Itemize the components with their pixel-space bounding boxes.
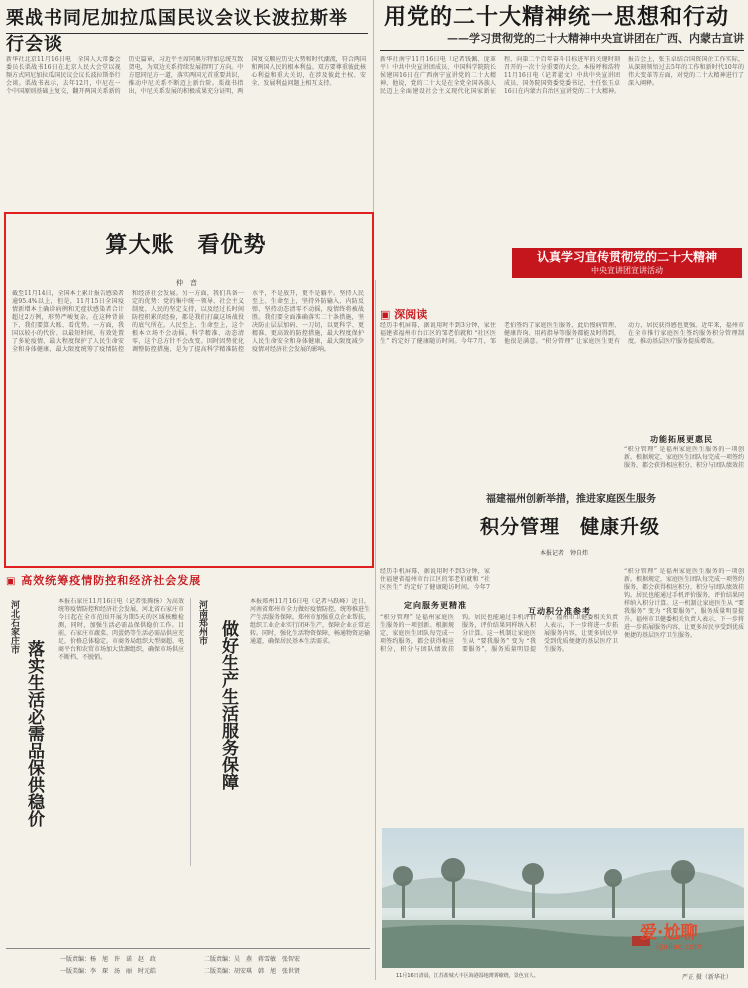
- divider: [190, 598, 191, 866]
- divider: [373, 0, 374, 240]
- divider: [375, 280, 376, 980]
- body-service-intro: 经历手机屏幕，据说用时不到3分钟，家住福建省福州市台江区的邹老伯就和 “社区医生” 约定好了健康随访时间。今年7月，邹老伯签约了家庭医生服务，此后慢病管理、健康咨询、用药指导等服务都能及时得到，他很是满意。“积分管理” 让家庭医生更有动力，居民获得感也更强。近年来，福州市在全市推行家庭医生签约服务积分管理制度，推动基层医疗服务提质增效。: [380, 322, 744, 345]
- body-service-2: “积分管理” 是福州家庭医生服务的一项创新。根据规定，家庭医生团队每完成一项签约服务，都会获得相应积分，积分与团队绩效挂钩。居民也能通过手机评价服务，评价结果同样纳入积分计算。这一机制让家庭医生从 “要我服务” 变为 “我要服务”，服务质量明显提升。福州市卫健委相关负责人表示，下一步将进一步拓展服务内容，让更多居民享受到优质便捷的基层医疗卫生服务。: [380, 614, 618, 653]
- footer-design2: 二版美编：胡安琪 韩 旭 张世贤: [204, 968, 301, 975]
- footer-edit1: 一版责编：杨 旭 许 诺 赵 政: [60, 956, 157, 963]
- footer-edit2: 二版责编：吴 燕 蒋雪敏 张智宏: [204, 956, 301, 963]
- watermark-url: igaliao.com: [656, 942, 702, 951]
- label-right: 河南郑州市: [197, 600, 207, 645]
- watermark-logo: 爱·尬聊: [640, 923, 698, 943]
- body-service-4: “积分管理” 是福州家庭医生服务的一项创新。根据规定，家庭医生团队每完成一项签约服务，都会获得相应积分，积分与团队绩效挂钩。居民也能通过手机评价服务，评价结果同样纳入积分计算。这一机制让家庭医生从 “要我服务” 变为 “我要服务”，服务质量明显提升。福州市卫健委相关负责人表示，下一步将进一步拓展服务内容，让更多居民享受到优质便捷的基层医疗卫生服务。: [624, 568, 744, 639]
- byline-commentary: 仲 音: [176, 279, 197, 287]
- headline-kmt: 栗战书同尼加拉瓜国民议会议长波拉斯举行会谈: [6, 8, 348, 55]
- footer-design1: 一版美编：李 琛 汤 丽 时元皓: [60, 968, 157, 975]
- subheadline-study: ——学习贯彻党的二十大精神中央宣讲团在广西、内蒙古宣讲: [447, 32, 744, 45]
- divider: [6, 33, 368, 34]
- banner-sub: 中央宣讲团宣讲活动: [591, 266, 663, 275]
- headline-left: 落实生活必需品保供稳价: [24, 640, 44, 827]
- section-mark-icon: ▣: [6, 576, 17, 587]
- body-kmt: 新华社北京11月16日电 全国人大常委会委员长栗战书16日在北京人民大会堂以视频方式同尼加拉瓜国民议会议长波拉斯举行会谈。栗战书表示，去年12月，中尼在一个中国原则基础上复交，翻开两国关系新的历史篇章，习近平主席同奥尔特加总统互致贺电，为双边关系持续发展指明了方向。中方愿同尼方一道，落实两国元首重要共识，推动中尼关系不断迈上新台阶。栗战书指出，中尼关系发展的积极成果充分证明，两国复交顺应历史大势和时代潮流，符合两国和两国人民的根本利益。双方要尊重彼此核心利益和重大关切，在涉及彼此主权、安全、发展利益问题上相互支持。: [6, 56, 366, 95]
- body-service-1: 经历手机屏幕，据说用时不到3分钟，家住福建省福州市台江区的邹老伯就和 “社区医生” 约定好了健康随访时间。今年7: [380, 568, 490, 590]
- body-study: 新华社南宁11月16日电（记者钱佩、庞革平）中共中央宣讲团成员、中国科学院院长侯建国16日在广西南宁宣讲党的二十大精神，他说，党的二十大是在全党全国各族人民迈上全面建设社会主义现代化国家新征程、向第二个百年奋斗目标进军的关键时刻召开的一次十分重要的大会。本报呼和浩特11月16日电（记者翟文）中共中央宣讲团成员、国务院国资委党委书记、主任张玉卓16日在内蒙古自治区宣讲党的二十大精神。报告会上，张玉卓结合国资国企工作实际，从深刻领悟过去5年的工作和新时代10年的伟大变革等方面，对党的二十大精神进行了深入阐释。: [380, 56, 744, 95]
- headline-study: 用党的二十大精神统一思想和行动: [384, 5, 730, 30]
- body-right: 本报郑州11月16日电（记者马跃峰）近日，河南省郑州市全力做好疫情防控，统筹推进生产生活服务保障。郑州市加强重点企业帮扶，组织工业企业实行闭环生产，保障企业正常运转。同时，强化生活物资保障，畅通物资运输通道，确保居民基本生活需求。: [250, 598, 370, 645]
- body-service-3: “积分管理” 是福州家庭医生服务的一项创新。根据规定，家庭医生团队每完成一项签约服务，都会获得相应积分，积分与团队绩效挂: [624, 446, 744, 468]
- commentary-box: [4, 212, 374, 568]
- headline-service: 积分管理 健康升级: [479, 516, 660, 538]
- photo-caption: 11月16日清晨，江苏盐城大丰区海港湿地薄雾缭绕，景色宜人。: [396, 973, 539, 979]
- label-left: 河北石家庄市: [9, 600, 19, 654]
- tag-text: 深阅读: [394, 308, 428, 321]
- body-commentary: 截至11月14日，全国本土累计报告感染者逾95.4%以上，但是，11月15日全国疫情新增本土确诊病例和无症状感染者合计超过2万例，形势严峻复杂。在这种背景下，我们要算大账、看优势。一方面，我国以较小的代价、以最短时间，有效处置了多轮疫情，最大程度保护了人民生命安全和身体健康，最大限度统筹了疫情防控和经济社会发展。另一方面，我们具备一定的优势：党的集中统一领导、社会主义制度、人民的坚定支持，以及经过长时间防控积累的经验，都是我们打赢这场战役的底气所在。人民至上、生命至上，这个根本立场不会动摇。科学精准、动态清零，这个总方针不会改变。因时因势优化调整防控措施，是为了提高科学精准防控水平，不是放开，更不是躺平。坚持人民至上、生命至上，坚持外防输入、内防反弹，坚持动态清零不动摇，疫情终将被战胜。我们要全面准确落实二十条措施，坚决防止层层加码、一刀切，以更科学、更精准、更高效的防控措施，最大程度保护人民生命安全和身体健康，最大限度减少疫情对经济社会发展的影响。: [12, 290, 364, 353]
- banner-title: 认真学习宣传贯彻党的二十大精神: [536, 250, 717, 264]
- headline-right: 做好生产生活服务保障: [218, 620, 238, 790]
- photo-credit: 严正 摄（新华社）: [682, 974, 732, 981]
- divider: [6, 948, 370, 949]
- divider: [380, 50, 744, 51]
- byline-service: 本报记者 钟自炜: [540, 550, 589, 557]
- section-title: 高效统筹疫情防控和经济社会发展: [21, 574, 202, 587]
- section-header-epidemic: [6, 572, 366, 588]
- subhead-1: 定向服务更精准: [404, 601, 467, 610]
- section-mark-icon: ▣: [380, 308, 391, 321]
- banner-study: [512, 248, 742, 278]
- tag-deep-reading: [380, 306, 427, 322]
- body-left: 本报石家庄11月16日电（记者张腾扬）为高效统筹疫情防控和经济社会发展，河北省石家庄市今日起在全市范围开展为期5天的区域核酸检测，同时，加强生活必需品保供稳价工作。目前，石家庄市蔬菜、肉蛋奶等生活必需品供应充足，价格总体稳定。市商务局组织大型商超、电商平台和农贸市场加大货源组织，确保市场供应不断档、不脱销。: [58, 598, 184, 661]
- subhead-3: 功能拓展更惠民: [650, 435, 713, 444]
- subhead-2: 互动积分准参考: [528, 607, 591, 616]
- headline-commentary: 算大账 看优势: [105, 233, 267, 258]
- kicker-service: 福建福州创新举措，推进家庭医生服务: [486, 494, 656, 505]
